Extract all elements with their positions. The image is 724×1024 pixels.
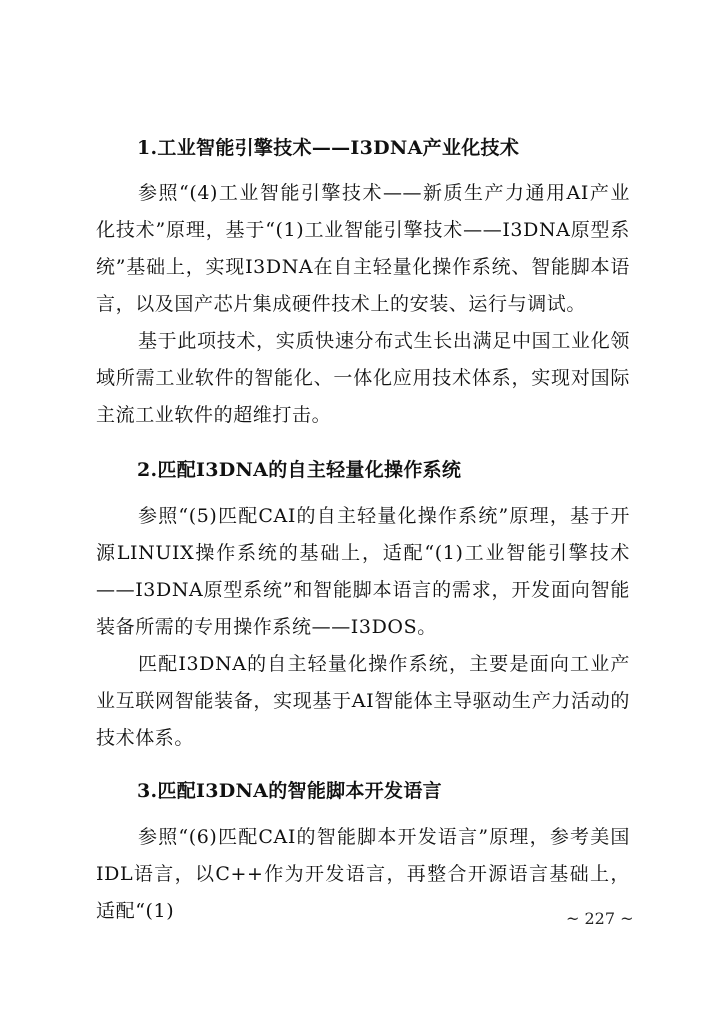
section-2-paragraph-1: 参照“(5)匹配CAI的自主轻量化操作系统”原理，基于开源LINUIX操作系统的基础上，适配“(1)工业智能引擎技术——I3DNA原型系统”和智能脚本语言的需求，开发面向智能装备所需的专用操作系统——I3DOS。 [96, 505, 630, 638]
section-3-paragraph-1: 参照“(6)匹配CAI的智能脚本开发语言”原理，参考美国IDL语言，以C++作为开发语言，再整合开源语言基础上，适配“(1) [96, 826, 630, 922]
section-1-paragraph-1: 参照“(4)工业智能引擎技术——新质生产力通用AI产业化技术”原理，基于“(1)工业智能引擎技术——I3DNA原型系统”基础上，实现I3DNA在自主轻量化操作系统、智能脚本语言，以及国产芯片集成硬件技术上的安装、运行与调试。 [96, 182, 630, 315]
page-number: ~ 227 ~ [566, 909, 634, 928]
section-3-heading: 3.匹配I3DNA的智能脚本开发语言 [137, 780, 442, 802]
section-1-paragraph-2: 基于此项技术，实质快速分布式生长出满足中国工业化领域所需工业软件的智能化、一体化应用技术体系，实现对国际主流工业软件的超维打击。 [96, 330, 630, 426]
section-2-heading: 2.匹配I3DNA的自主轻量化操作系统 [137, 459, 462, 481]
section-2-paragraph-2: 匹配I3DNA的自主轻量化操作系统，主要是面向工业产业互联网智能装备，实现基于AI智能体主导驱动生产力活动的技术体系。 [96, 653, 630, 749]
section-1-heading: 1.工业智能引擎技术——I3DNA产业化技术 [137, 137, 520, 159]
